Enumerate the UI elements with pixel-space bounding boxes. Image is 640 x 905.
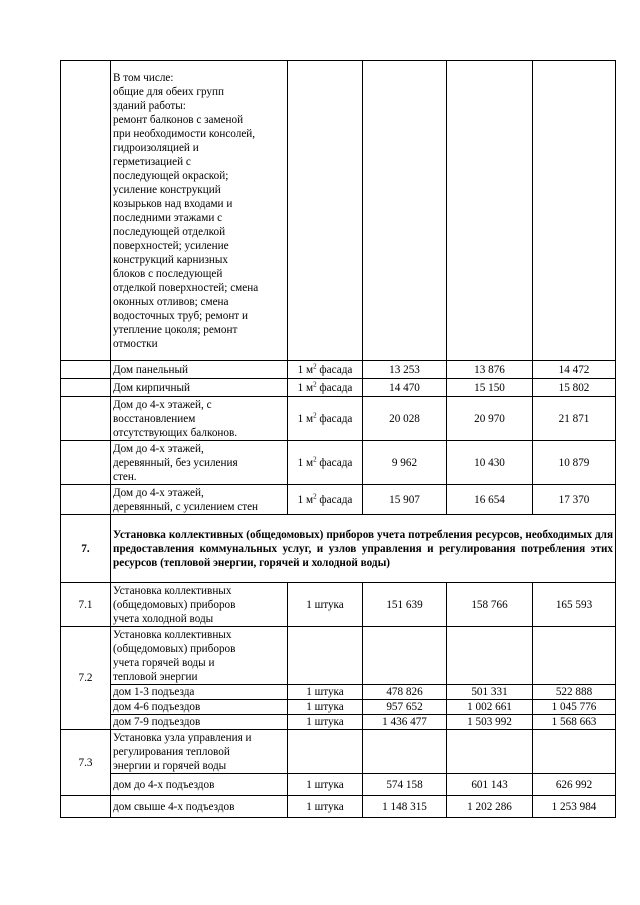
- value-cell: 1 148 315: [363, 796, 447, 818]
- value-cell: 15 802: [533, 379, 616, 397]
- unit-prefix: 1 м: [297, 381, 314, 394]
- row-name: дом 1-3 подъезда: [111, 685, 288, 700]
- unit-cell: 1 штука: [288, 774, 363, 796]
- unit-prefix: 1 м: [297, 412, 314, 425]
- row-name: Дом до 4-х этажей, деревянный, без усиления стен.: [111, 441, 288, 485]
- unit-suffix: фасада: [316, 412, 353, 425]
- table-row: [61, 774, 616, 796]
- value-cell: 478 826: [363, 685, 447, 700]
- row-name: Дом до 4-х этажей, деревянный, с усилением стен: [111, 485, 288, 515]
- unit-sup: 2: [313, 491, 317, 500]
- table-row: [61, 583, 616, 627]
- value-cell: 574 158: [363, 774, 447, 796]
- empty-cell: [533, 730, 616, 774]
- empty-cell: [363, 61, 447, 361]
- empty-cell: [288, 627, 363, 685]
- empty-cell: [363, 730, 447, 774]
- unit-suffix: фасада: [316, 363, 353, 376]
- price-table: [60, 60, 616, 818]
- table-row: [61, 685, 616, 700]
- value-cell: 10 879: [533, 441, 616, 485]
- value-cell: 9 962: [363, 441, 447, 485]
- value-cell: 10 430: [447, 441, 533, 485]
- unit-prefix: 1 м: [297, 363, 314, 376]
- table-row: [61, 796, 616, 818]
- value-cell: 957 652: [363, 700, 447, 715]
- unit-cell: 1 штука: [288, 583, 363, 627]
- value-cell: 626 992: [533, 774, 616, 796]
- table-row: [61, 627, 616, 685]
- row-name: Установка коллективных (общедомовых) приборов учета горячей воды и тепловой энергии: [111, 627, 288, 685]
- row-name: Установка коллективных (общедомовых) приборов учета холодной воды: [111, 583, 288, 627]
- value-cell: 1 503 992: [447, 715, 533, 730]
- table-row: [61, 379, 616, 397]
- table-row: [61, 397, 616, 441]
- value-cell: 14 470: [363, 379, 447, 397]
- row-name: дом до 4-х подъездов: [111, 774, 288, 796]
- value-cell: 1 436 477: [363, 715, 447, 730]
- unit-cell: [288, 485, 363, 515]
- unit-cell: [288, 397, 363, 441]
- number-cell: [61, 796, 111, 818]
- row-name: дом свыше 4-х подъездов: [111, 796, 288, 818]
- value-cell: 16 654: [447, 485, 533, 515]
- value-cell: 15 907: [363, 485, 447, 515]
- value-cell: 20 970: [447, 397, 533, 441]
- value-cell: 1 253 984: [533, 796, 616, 818]
- value-cell: 20 028: [363, 397, 447, 441]
- value-cell: 13 253: [363, 361, 447, 379]
- row-name: дом 7-9 подъездов: [111, 715, 288, 730]
- value-cell: 17 370: [533, 485, 616, 515]
- table-row: [61, 485, 616, 515]
- value-cell: 21 871: [533, 397, 616, 441]
- unit-cell: 1 штука: [288, 715, 363, 730]
- unit-prefix: 1 м: [297, 493, 314, 506]
- empty-cell: [288, 61, 363, 361]
- item-number: 7.3: [61, 730, 111, 796]
- number-cell: [61, 379, 111, 397]
- value-cell: 1 202 286: [447, 796, 533, 818]
- unit-suffix: фасада: [316, 493, 353, 506]
- row-name: Установка узла управления и регулирования тепловой энергии и горячей воды: [111, 730, 288, 774]
- value-cell: 151 639: [363, 583, 447, 627]
- unit-sup: 2: [313, 379, 317, 388]
- value-cell: 522 888: [533, 685, 616, 700]
- number-cell: [61, 361, 111, 379]
- row-name: Дом кирпичный: [111, 379, 288, 397]
- unit-prefix: 1 м: [297, 456, 314, 469]
- unit-suffix: фасада: [316, 456, 353, 469]
- value-cell: 1 002 661: [447, 700, 533, 715]
- row-name: дом 4-6 подъездов: [111, 700, 288, 715]
- row-name: Дом до 4-х этажей, с восстановлением отсутствующих балконов.: [111, 397, 288, 441]
- value-cell: 501 331: [447, 685, 533, 700]
- table-row: [61, 700, 616, 715]
- number-cell: [61, 397, 111, 441]
- table-row: [61, 361, 616, 379]
- number-cell: [61, 61, 111, 361]
- unit-cell: [288, 379, 363, 397]
- section-header-row: [61, 515, 616, 583]
- empty-cell: [288, 730, 363, 774]
- unit-cell: 1 штука: [288, 700, 363, 715]
- row-name: Дом панельный: [111, 361, 288, 379]
- unit-suffix: фасада: [316, 381, 353, 394]
- empty-cell: [447, 627, 533, 685]
- unit-cell: [288, 441, 363, 485]
- value-cell: 1 045 776: [533, 700, 616, 715]
- section-title: Установка коллективных (общедомовых) приборов учета потребления ресурсов, необходимых для предоставления коммунальных услуг, и узлов управления и регулирования потребления этих ресурсов (тепловой энергии, горячей и холодной воды): [111, 515, 616, 583]
- number-cell: [61, 485, 111, 515]
- unit-cell: 1 штука: [288, 685, 363, 700]
- section-number: 7.: [61, 515, 111, 583]
- unit-cell: [288, 361, 363, 379]
- empty-cell: [447, 730, 533, 774]
- value-cell: 14 472: [533, 361, 616, 379]
- unit-cell: 1 штука: [288, 796, 363, 818]
- value-cell: 15 150: [447, 379, 533, 397]
- unit-sup: 2: [313, 410, 317, 419]
- number-cell: [61, 441, 111, 485]
- table-row: [61, 441, 616, 485]
- empty-cell: [533, 61, 616, 361]
- value-cell: 158 766: [447, 583, 533, 627]
- value-cell: 13 876: [447, 361, 533, 379]
- intro-row: [61, 61, 616, 361]
- unit-sup: 2: [313, 454, 317, 463]
- item-number: 7.2: [61, 627, 111, 730]
- empty-cell: [363, 627, 447, 685]
- table-row: [61, 730, 616, 774]
- value-cell: 165 593: [533, 583, 616, 627]
- value-cell: 1 568 663: [533, 715, 616, 730]
- item-number: 7.1: [61, 583, 111, 627]
- value-cell: 601 143: [447, 774, 533, 796]
- works-description: В том числе: общие для обеих групп зданий работы: ремонт балконов с заменой при необходимости консолей, гидроизоляцией и герметизацией с последующей окраской; усиление конструкций козырьков над входами и последними этажами с последующей отделкой поверхностей; усиление конструкций карнизных блоков с последующей отделкой поверхностей; смена оконных отливов; смена водосточных труб; ремонт и утепление цоколя; ремонт отмостки: [111, 61, 288, 361]
- table-row: [61, 715, 616, 730]
- empty-cell: [447, 61, 533, 361]
- empty-cell: [533, 627, 616, 685]
- unit-sup: 2: [313, 361, 317, 370]
